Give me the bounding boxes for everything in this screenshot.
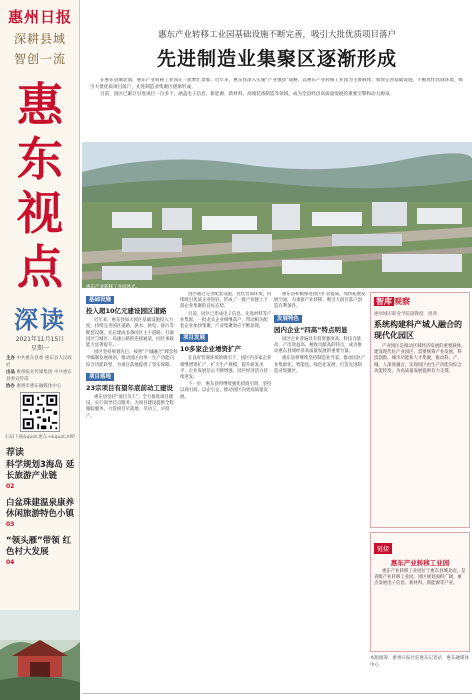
paper-name[interactable]: 惠州日报: [7, 8, 72, 26]
column-title-char: 视: [17, 186, 63, 240]
paragraph: 园区通过完善配套设施、优化营商环境，持续吸引优质企业进驻，形成了一批产业链上下游企业集聚的良好态势。: [180, 292, 272, 310]
main-article: [82, 0, 472, 700]
section-tag: [180, 334, 272, 342]
temple-illustration: [0, 610, 80, 700]
recommend-item-title: 白盆珠建温泉康养 休闲旅游特色小镇: [6, 498, 75, 519]
article-headline[interactable]: 先进制造业集聚区逐渐形成: [156, 48, 397, 70]
section-tag-label: 项目发展: [180, 334, 208, 342]
lead-paragraph: 目前，园区已累计引进项目一百多个，涵盖电子信息、新能源、新材料、高端装备制造等领域，成为全县经济高质量发展的重要引擎和动力源泉。: [100, 92, 395, 98]
commentary-tag: [374, 296, 466, 307]
recommend-item-page: 03: [6, 521, 15, 528]
credit-label: 出品: [6, 370, 15, 375]
commentary-tag-rest: 观察: [394, 297, 410, 306]
commentary-tag-bold: 智库: [376, 297, 392, 306]
issue-date: 2021年11月15日: [15, 336, 65, 343]
paragraph: 惠东县将继续坚持制造业当家，推动园区产业集群化、智能化、绿色化发展，打造先进制造业集聚区。: [274, 356, 366, 374]
subheading: 园内企业“四高”特点明显: [274, 325, 348, 334]
recommend-title: 荐读: [6, 448, 25, 458]
credit-label: 主办: [6, 356, 15, 361]
slogan-line-1: 深耕县域: [13, 32, 66, 46]
commentary-title[interactable]: 系统构建科产城人融合的现代化园区: [374, 319, 462, 340]
photo-caption: 惠东产业转移工业园风光。: [86, 285, 140, 290]
editor-credits: 本版统筹：惠州日报社驻惠东记者站 惠东融媒体中心: [370, 656, 469, 668]
paragraph: 下一步，惠东县将继续强化招商引资，坚持以商引商、以企引企，推动园区向更高质量发展。: [180, 382, 272, 400]
credit-value: 惠州报业传媒集团 中共惠东县委宣传部: [6, 370, 72, 382]
link-label: 链接: [374, 543, 392, 554]
commentary-box: [370, 292, 470, 528]
recommend-item-title: 科学规划3海岛 延长旅游产业链: [6, 460, 75, 481]
column-title-char: 东: [17, 132, 63, 186]
recommend-item[interactable]: [6, 498, 76, 528]
commentary-body: 产业园区是推动区域经济发展的重要载体。建设现代化产业园区，需要统筹产业发展、科技创新、城市功能和人才集聚，推动科、产、城、人深度融合，实现园区由生产功能向综合功能转变，为高质量发展提供有力支撑。: [374, 344, 466, 374]
credit-row: [6, 369, 76, 383]
section-tag-label: 发展特色: [274, 315, 302, 323]
left-sidebar: [0, 0, 80, 700]
article-column-2: [180, 292, 272, 692]
credit-value: 中共惠东县委 惠东县人民政府: [6, 356, 72, 368]
credit-row: [6, 383, 76, 390]
paragraph: 惠东县积极推进园区扩容提质，加快拓展发展空间，为承接产业转移、吸引大项目落户创造有利条件。: [274, 292, 366, 310]
recommend-item-page: 02: [6, 483, 15, 490]
commentary-author: 惠州城市职业学院副教授 周鸿: [374, 312, 437, 317]
article-lead: [90, 78, 466, 140]
subheading: 10多家企业增资扩产: [180, 345, 242, 354]
paragraph: 惠东县坚持“项目为王”，全力推进项目建设，实行领导挂点服务，为项目建设提供全程跟踪服务，力促项目早落地、早动工、早投产。: [86, 395, 174, 419]
qr-code-icon: [21, 393, 59, 431]
temple-photo: [0, 610, 80, 700]
paragraph: 在良好营商环境的吸引下，园区内多家企业相继增资扩产，扩大生产规模，提升研发水平，企业发展信心不断增强，园区经济活力持续迸发。: [180, 356, 272, 381]
paragraph: 园区企业普遍具有投资强度高、科技含量高、产出效益高、税收贡献高的特点，成为推动惠东县域经济高质量发展的重要力量。: [274, 336, 362, 355]
credits: [6, 355, 76, 390]
column-title-char: 惠: [17, 78, 63, 132]
section-tag-label: 基础设施: [86, 296, 114, 304]
section-name: 深读: [14, 305, 66, 334]
paragraph: 近年来，惠东县加大园区基础设施投入力度，持续完善园区道路、供水、供电、排污等配套设施，先后建成多条园区主干道路，打通园区与城区、高速公路的连接通道，园区承载能力显著提升。: [86, 318, 174, 349]
column-title: [8, 78, 72, 294]
recommend-item-title: “领头雁”带领 红色村大发展: [6, 536, 72, 557]
recommend-item[interactable]: [6, 536, 76, 566]
link-box: [370, 532, 470, 652]
paragraph: 目前，园区已形成电子信息、先进材料等产业集群，一批龙头企业相继落户，带动相关配套企业加快集聚，产业集聚效应不断显现。: [180, 311, 272, 330]
paragraph: 园区坚持规划先行，按照“产城融合”理念科学编制发展规划，推动园区由单一生产功能向综合功能转型，为项目落地提供了坚实保障。: [86, 350, 178, 368]
recommend-list: [6, 460, 76, 574]
qr-code[interactable]: [20, 392, 60, 432]
article-column-3: [274, 292, 366, 692]
recommend-item-page: 04: [6, 559, 15, 566]
link-title[interactable]: 惠东产业转移工业园: [390, 559, 450, 567]
aerial-park-illustration: [82, 142, 472, 288]
masthead: [4, 6, 76, 67]
article-kicker: 惠东产业转移工业园基础设施不断完善，吸引大批优质项目落户: [157, 30, 396, 40]
industrial-park-photo: [82, 142, 472, 288]
section-tag: [274, 315, 366, 323]
recommend-item[interactable]: [6, 460, 76, 490]
section-tag-label: 项目落地: [86, 373, 114, 381]
credit-row: [6, 355, 76, 369]
section-tag: [86, 373, 178, 381]
column-title-char: 点: [17, 240, 63, 294]
footer-divider: [82, 693, 472, 694]
article-column-1: [86, 292, 178, 692]
qr-caption: 扫码下载&quot;惠东+&quot;APP: [5, 435, 75, 440]
credit-value: 惠州市惠东融媒体中心: [16, 384, 62, 389]
credit-label: 协办: [6, 384, 15, 389]
link-body: 惠东产业转移工业园位于惠东县城北面，是省级产业转移工业园，园区规划面积广阔，重点发展电子信息、新材料、新能源等产业。: [374, 569, 466, 587]
subheading: 23宗项目有望年底前动工建设: [86, 384, 174, 393]
lead-paragraph: 在惠东县城北面，惠东产业转移工业园正一派繁忙景象。近年来，惠东县深入实施“产业强县”战略，以惠东产业转移工业园为主要载体，加快完善基础设施，不断优化营商环境，吸引大批优质项目落户，先进制造业集聚区逐渐形成。: [90, 78, 464, 90]
subheading: 投入超10亿元建设园区道路: [86, 307, 167, 316]
slogan-line-2: 智创一流: [13, 52, 66, 66]
issue-weekday: 星期一: [30, 345, 49, 352]
section-tag: [86, 296, 178, 304]
